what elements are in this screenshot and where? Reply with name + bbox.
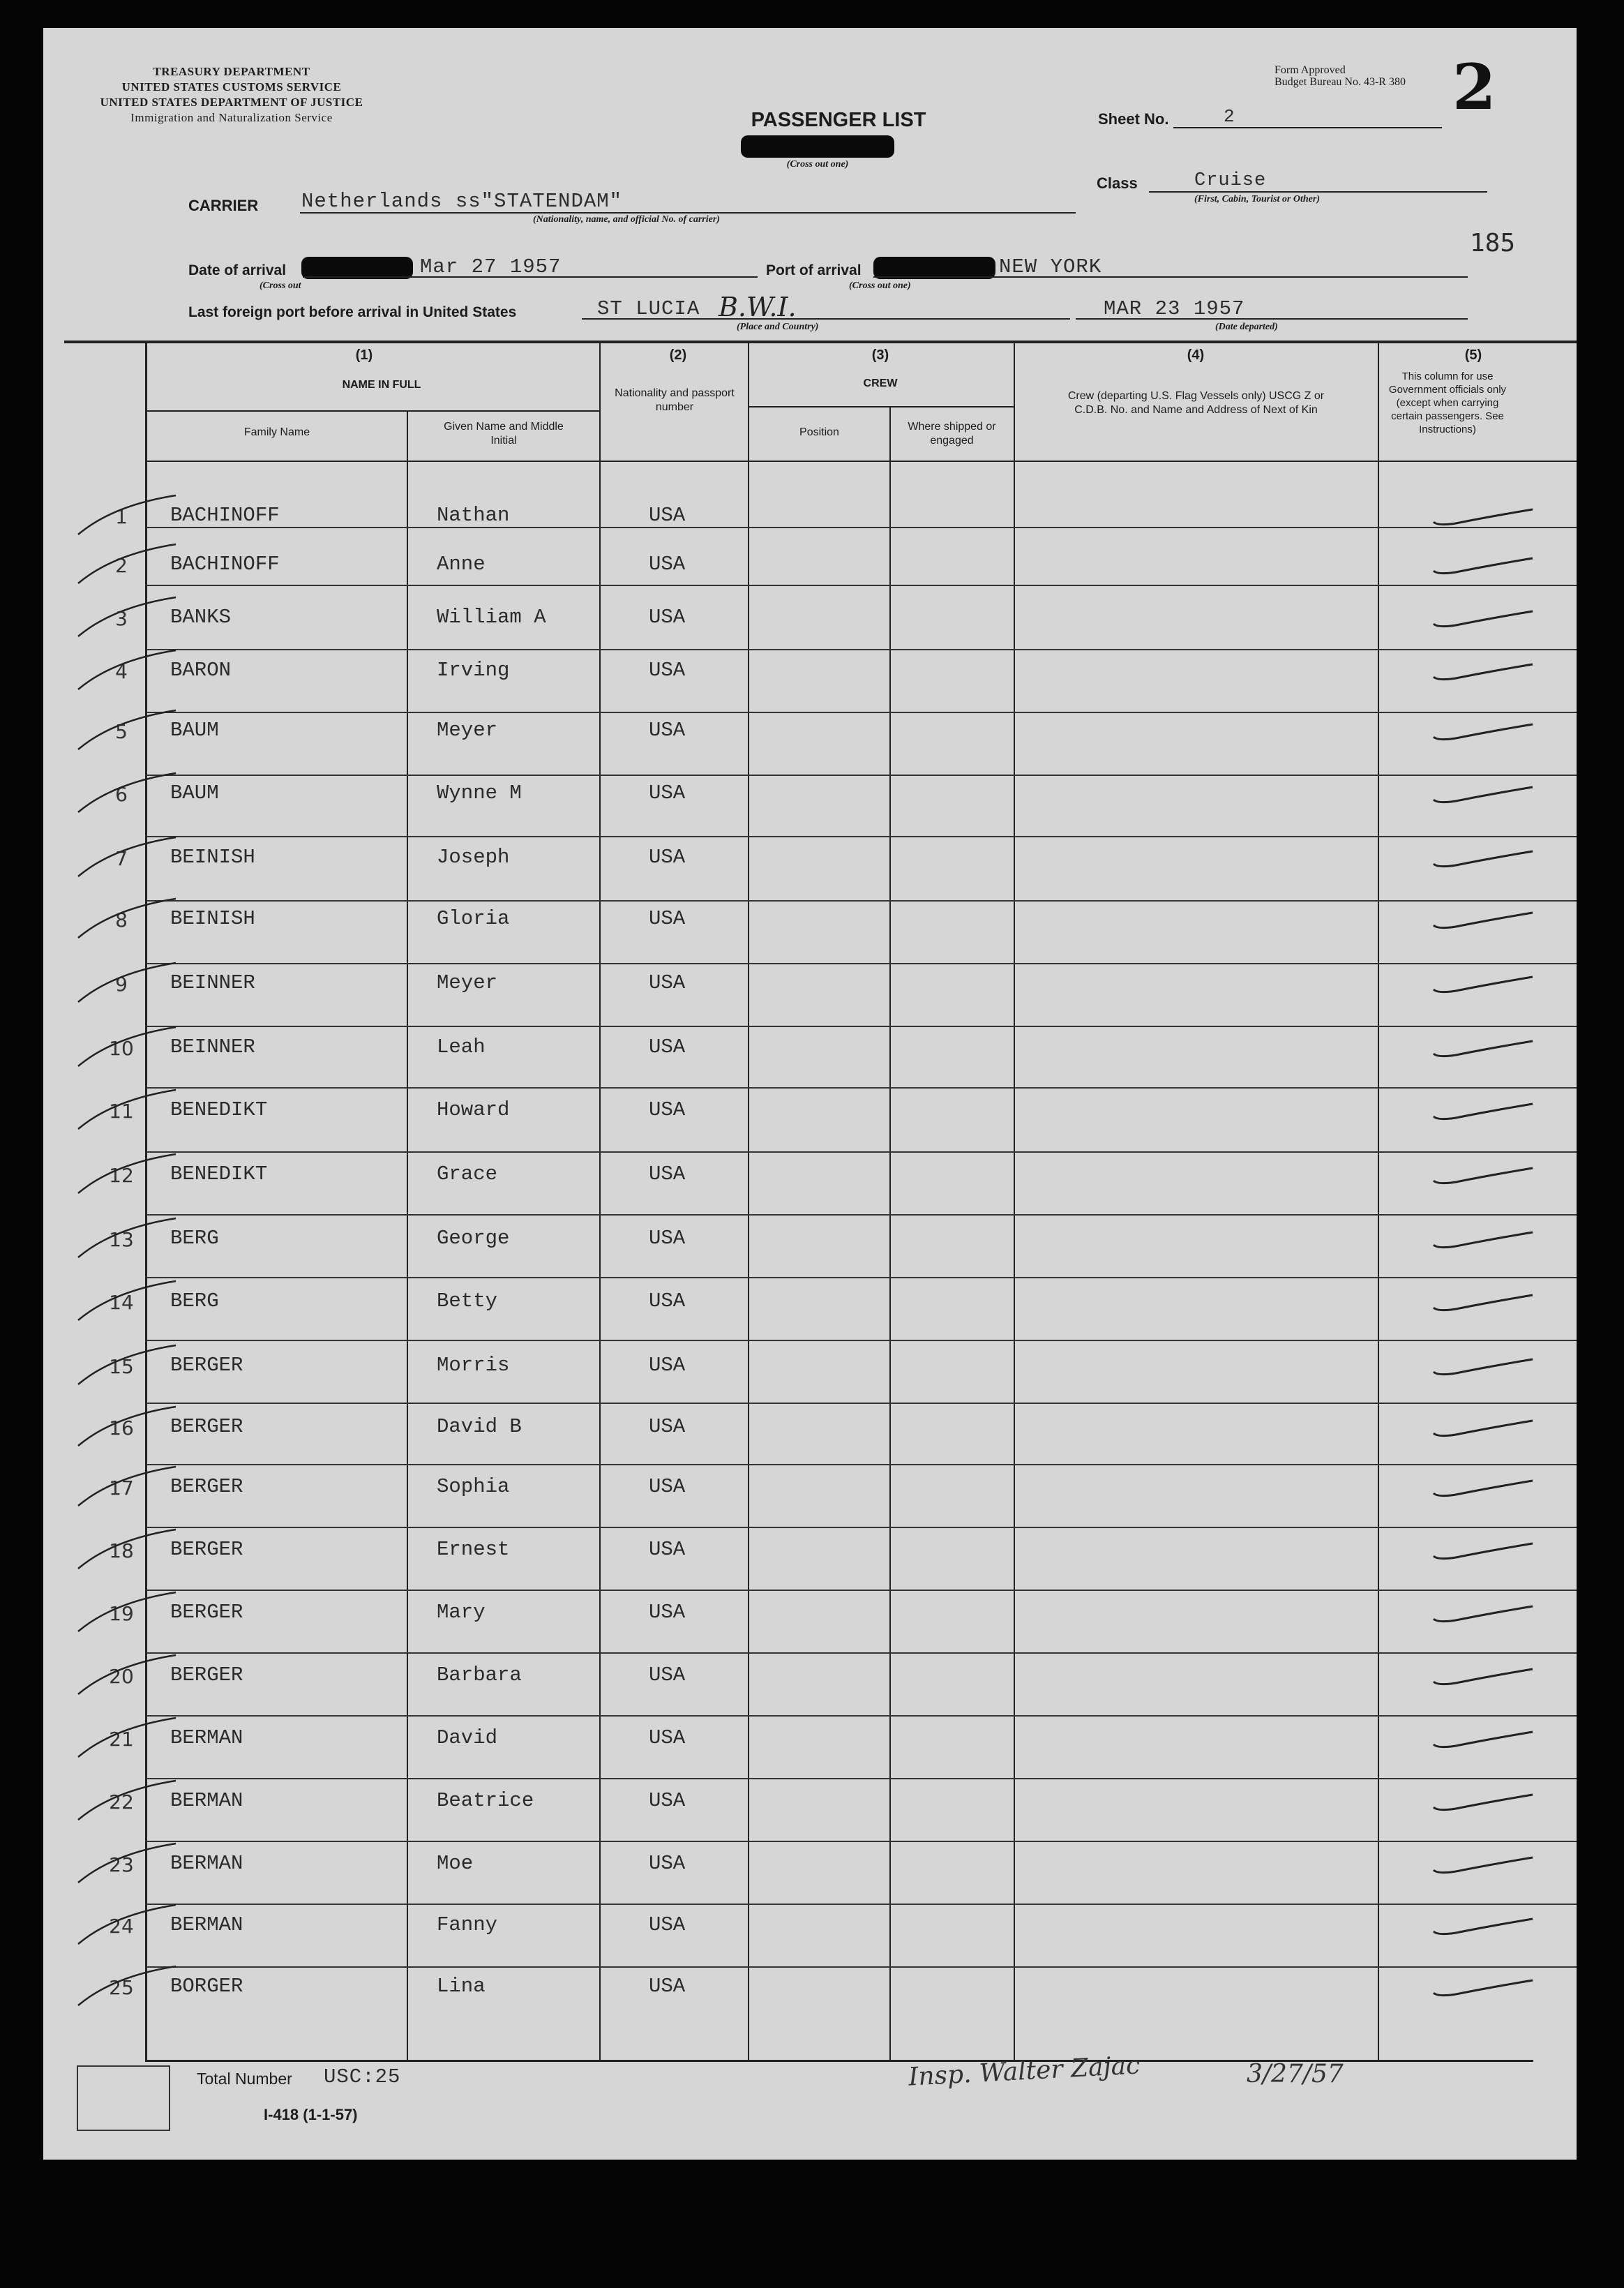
row-number: 23	[109, 1853, 134, 1876]
row-divider	[146, 1277, 1577, 1278]
col2-number: (2)	[669, 347, 687, 363]
given-name: Gloria	[437, 907, 510, 930]
given-name: Beatrice	[437, 1789, 534, 1812]
family-name: BENEDIKT	[170, 1162, 268, 1186]
tally-slash-icon	[71, 1962, 190, 2011]
port-label: Port of arrival	[766, 262, 862, 278]
row-number: 10	[109, 1037, 134, 1060]
page-title: PASSENGER LIST	[751, 109, 926, 131]
family-name-header: Family Name	[243, 426, 310, 438]
agency-line: TREASURY DEPARTMENT	[153, 65, 310, 78]
nationality: USA	[649, 971, 686, 994]
row-divider	[146, 527, 1577, 528]
given-name: Barbara	[437, 1663, 522, 1687]
form-approved-label: Form Approved	[1275, 64, 1346, 76]
class-label: Class	[1097, 174, 1138, 192]
family-name: BERMAN	[170, 1789, 243, 1812]
row-divider	[146, 963, 1577, 964]
nationality: USA	[649, 1789, 686, 1812]
col-divider-4	[889, 407, 891, 2060]
row-divider	[146, 1214, 1577, 1216]
where-shipped-header: Where shipped or engaged	[908, 421, 996, 447]
agency-line: UNITED STATES CUSTOMS SERVICE	[121, 80, 342, 94]
row-number: 19	[109, 1602, 134, 1625]
row-divider	[146, 1464, 1577, 1465]
agency-line: UNITED STATES DEPARTMENT OF JUSTICE	[100, 96, 363, 109]
nationality: USA	[649, 1726, 686, 1749]
row-number: 21	[109, 1728, 134, 1751]
nationality: USA	[649, 1913, 686, 1936]
departed-value: MAR 23 1957	[1104, 297, 1245, 320]
row-number: 9	[115, 973, 128, 996]
col-divider-2	[599, 342, 601, 2060]
check-mark-icon	[1428, 1911, 1547, 1938]
header-bottom-rule	[145, 461, 1577, 462]
tally-slash-icon	[71, 1777, 190, 1825]
check-mark-icon	[1428, 1972, 1547, 2000]
family-name: BEINNER	[170, 971, 255, 994]
check-mark-icon	[1428, 1033, 1547, 1061]
given-name: Wynne M	[437, 782, 522, 805]
family-name: BAUM	[170, 782, 219, 805]
carrier-value: Netherlands ss"STATENDAM"	[301, 190, 623, 213]
check-mark-icon	[1428, 1724, 1547, 1751]
row-number: 1	[115, 505, 128, 528]
arrival-date-caption: (Cross out	[260, 281, 301, 291]
given-name: Betty	[437, 1289, 498, 1313]
row-number: 3	[115, 607, 128, 630]
row-number: 22	[109, 1790, 134, 1814]
nationality: USA	[649, 504, 686, 527]
check-mark-icon	[1428, 904, 1547, 932]
check-mark-icon	[1428, 656, 1547, 684]
family-name: BACHINOFF	[170, 553, 280, 576]
carrier-caption: (Nationality, name, and official No. of carrier)	[533, 214, 720, 225]
nationality: USA	[649, 1538, 686, 1561]
port-underline	[873, 276, 1468, 278]
nationality-header: Nationality and passport number	[615, 387, 735, 413]
check-mark-icon	[1428, 1661, 1547, 1689]
sheet-underline	[1173, 127, 1442, 128]
row-number: 25	[109, 1976, 134, 1999]
nationality: USA	[649, 659, 686, 682]
position-header: Position	[799, 426, 839, 438]
given-name: David B	[437, 1415, 522, 1438]
tally-slash-icon	[71, 959, 190, 1008]
table-top-rule	[64, 341, 1577, 343]
given-name: Grace	[437, 1162, 498, 1186]
tally-slash-icon	[71, 1525, 190, 1574]
given-name: Meyer	[437, 971, 498, 994]
crew-note-header: Crew (departing U.S. Flag Vessels only) USCG Z or C.D.B. No. and Name and Address of Next of Kin	[1067, 390, 1325, 416]
page-number: 185	[1470, 229, 1516, 257]
port-value: NEW YORK	[999, 255, 1102, 278]
row-number: 24	[109, 1915, 134, 1938]
row-divider	[146, 1403, 1577, 1404]
col-divider-5	[1014, 342, 1015, 2060]
stamp-box	[77, 2065, 170, 2131]
given-name: Morris	[437, 1354, 510, 1377]
nationality: USA	[649, 719, 686, 742]
name-header-rule	[145, 410, 599, 412]
row-number: 14	[109, 1291, 134, 1314]
title-caption: (Cross out one)	[786, 159, 849, 170]
nationality: USA	[649, 1475, 686, 1498]
row-number: 13	[109, 1228, 134, 1251]
budget-bureau: Budget Bureau No. 43-R 380	[1275, 76, 1406, 88]
family-name: BANKS	[170, 606, 232, 629]
last-port-label: Last foreign port before arrival in United States	[188, 304, 517, 320]
family-name: BERG	[170, 1227, 219, 1250]
col3-number: (3)	[871, 347, 889, 363]
row-divider	[146, 712, 1577, 713]
tally-slash-icon	[71, 706, 190, 755]
nationality: USA	[649, 606, 686, 629]
nationality: USA	[649, 1162, 686, 1186]
nationality: USA	[649, 782, 686, 805]
arrival-date-underline	[303, 276, 758, 278]
family-name: BENEDIKT	[170, 1098, 268, 1121]
check-mark-icon	[1428, 843, 1547, 871]
row-number: 2	[115, 554, 128, 577]
given-name: Joseph	[437, 846, 510, 869]
agency-line: Immigration and Naturalization Service	[130, 111, 333, 124]
check-mark-icon	[1428, 1096, 1547, 1123]
check-mark-icon	[1428, 1351, 1547, 1379]
row-number: 15	[109, 1355, 134, 1378]
tally-slash-icon	[71, 1901, 190, 1950]
tally-slash-icon	[71, 1214, 190, 1263]
last-port-handwritten: B.W.I.	[719, 292, 797, 322]
check-mark-icon	[1428, 969, 1547, 996]
check-mark-icon	[1428, 603, 1547, 631]
sheet-value: 2	[1224, 106, 1235, 127]
crew-header: CREW	[863, 377, 898, 389]
tally-slash-icon	[71, 1403, 190, 1451]
row-number: 16	[109, 1416, 134, 1440]
given-name: Moe	[437, 1852, 474, 1875]
family-name: BERMAN	[170, 1913, 243, 1936]
class-caption: (First, Cabin, Tourist or Other)	[1194, 194, 1320, 204]
nationality: USA	[649, 1852, 686, 1875]
family-name: BARON	[170, 659, 232, 682]
row-divider	[146, 1087, 1577, 1089]
signature-date: 3/27/57	[1247, 2060, 1344, 2088]
tally-slash-icon	[71, 895, 190, 943]
given-name: Nathan	[437, 504, 510, 527]
nationality: USA	[649, 1663, 686, 1687]
tally-slash-icon	[71, 1150, 190, 1199]
row-number: 5	[115, 720, 128, 743]
tally-slash-icon	[71, 1086, 190, 1135]
col1-number: (1)	[355, 347, 373, 363]
row-divider	[146, 1026, 1577, 1027]
form-number: I-418 (1-1-57)	[264, 2106, 358, 2123]
row-divider	[146, 1151, 1577, 1153]
col-divider-1	[407, 412, 408, 2060]
arrival-date-value: Mar 27 1957	[420, 255, 562, 278]
row-number: 11	[109, 1100, 134, 1123]
tally-slash-icon	[71, 1839, 190, 1888]
check-mark-icon	[1428, 779, 1547, 807]
row-divider	[146, 1904, 1577, 1905]
departed-caption: (Date departed)	[1215, 322, 1278, 332]
nationality: USA	[649, 1354, 686, 1377]
nationality: USA	[649, 553, 686, 576]
departed-underline	[1076, 318, 1468, 320]
nationality: USA	[649, 1601, 686, 1624]
given-name: Lina	[437, 1975, 486, 1998]
check-mark-icon	[1428, 1472, 1547, 1500]
redaction-block	[741, 135, 894, 158]
sheet-handwritten-number: 2	[1452, 50, 1496, 124]
row-divider	[146, 1590, 1577, 1591]
tally-slash-icon	[71, 646, 190, 695]
nationality: USA	[649, 1098, 686, 1121]
agency-header	[71, 64, 392, 126]
class-value: Cruise	[1194, 170, 1267, 191]
tally-slash-icon	[71, 833, 190, 882]
nationality: USA	[649, 1289, 686, 1313]
check-mark-icon	[1428, 1849, 1547, 1877]
row-number: 17	[109, 1476, 134, 1500]
row-number: 7	[115, 847, 128, 870]
row-number: 20	[109, 1665, 134, 1688]
row-number: 12	[109, 1164, 134, 1187]
check-mark-icon	[1428, 501, 1547, 529]
sheet-label: Sheet No.	[1098, 110, 1169, 128]
tally-slash-icon	[71, 1714, 190, 1763]
given-name: Ernest	[437, 1538, 510, 1561]
family-name: BEINISH	[170, 846, 255, 869]
total-label: Total Number	[197, 2070, 292, 2088]
form-approved	[1275, 64, 1406, 88]
tally-slash-icon	[71, 1651, 190, 1700]
given-name: Meyer	[437, 719, 498, 742]
row-divider	[146, 1527, 1577, 1528]
tally-slash-icon	[71, 491, 190, 540]
col-divider-3	[748, 342, 749, 2060]
check-mark-icon	[1428, 1412, 1547, 1440]
family-name: BERG	[170, 1289, 219, 1313]
nationality: USA	[649, 1035, 686, 1059]
tally-slash-icon	[71, 1588, 190, 1637]
row-divider	[146, 649, 1577, 650]
family-name: BERMAN	[170, 1852, 243, 1875]
tally-slash-icon	[71, 769, 190, 818]
total-value: USC:25	[324, 2065, 401, 2088]
given-name: William A	[437, 606, 546, 629]
given-name-header: Given Name and Middle Initial	[444, 421, 564, 447]
passenger-list-sheet	[43, 28, 1577, 2160]
given-name: Sophia	[437, 1475, 510, 1498]
family-name: BERGER	[170, 1538, 243, 1561]
row-divider	[146, 1966, 1577, 1968]
row-divider	[146, 1778, 1577, 1779]
row-divider	[146, 1340, 1577, 1341]
nationality: USA	[649, 1975, 686, 1998]
given-name: Fanny	[437, 1913, 498, 1936]
row-number: 6	[115, 783, 128, 806]
family-name: BAUM	[170, 719, 219, 742]
family-name: BERGER	[170, 1415, 243, 1438]
nationality: USA	[649, 1415, 686, 1438]
carrier-label: CARRIER	[188, 197, 259, 214]
gov-note-header: This column for use Government officials only (except when carrying certain passengers. See Instructions)	[1388, 371, 1507, 435]
arrival-date-label: Date of arrival	[188, 262, 287, 278]
family-name: BERMAN	[170, 1726, 243, 1749]
family-name: BORGER	[170, 1975, 243, 1998]
check-mark-icon	[1428, 1224, 1547, 1252]
carrier-underline	[300, 212, 1076, 214]
tally-slash-icon	[71, 1463, 190, 1511]
col4-number: (4)	[1187, 347, 1205, 363]
row-divider	[146, 1841, 1577, 1842]
check-mark-icon	[1428, 1598, 1547, 1626]
col5-number: (5)	[1464, 347, 1482, 363]
given-name: Irving	[437, 659, 510, 682]
row-number: 18	[109, 1539, 134, 1562]
nationality: USA	[649, 1227, 686, 1250]
row-divider	[146, 1652, 1577, 1654]
col1-title: NAME IN FULL	[342, 379, 421, 391]
given-name: Leah	[437, 1035, 486, 1059]
given-name: David	[437, 1726, 498, 1749]
check-mark-icon	[1428, 1287, 1547, 1315]
col-divider-6	[1378, 342, 1379, 2060]
last-port-caption: (Place and Country)	[737, 322, 819, 332]
tally-slash-icon	[71, 593, 190, 642]
check-mark-icon	[1428, 1786, 1547, 1814]
last-port-underline	[582, 318, 1070, 320]
family-name: BACHINOFF	[170, 504, 280, 527]
family-name: BERGER	[170, 1601, 243, 1624]
given-name: Anne	[437, 553, 486, 576]
tally-slash-icon	[71, 540, 190, 589]
inspector-signature: Insp. Walter Zajac	[908, 2051, 1141, 2092]
family-name: BEINISH	[170, 907, 255, 930]
given-name: Howard	[437, 1098, 510, 1121]
class-underline	[1149, 191, 1487, 193]
check-mark-icon	[1428, 550, 1547, 578]
row-divider	[146, 775, 1577, 776]
check-mark-icon	[1428, 716, 1547, 744]
nationality: USA	[649, 907, 686, 930]
tally-slash-icon	[71, 1023, 190, 1072]
row-divider	[146, 585, 1577, 586]
family-name: BEINNER	[170, 1035, 255, 1059]
tally-slash-icon	[71, 1277, 190, 1326]
check-mark-icon	[1428, 1535, 1547, 1563]
family-name: BERGER	[170, 1475, 243, 1498]
row-divider	[146, 1715, 1577, 1717]
row-divider	[146, 836, 1577, 837]
port-caption: (Cross out one)	[849, 281, 911, 291]
family-name: BERGER	[170, 1354, 243, 1377]
tally-slash-icon	[71, 1341, 190, 1390]
given-name: George	[437, 1227, 510, 1250]
last-port-value: ST LUCIA	[597, 297, 700, 320]
row-number: 8	[115, 909, 128, 932]
given-name: Mary	[437, 1601, 486, 1624]
check-mark-icon	[1428, 1160, 1547, 1188]
family-name: BERGER	[170, 1663, 243, 1687]
row-divider	[146, 900, 1577, 902]
nationality: USA	[649, 846, 686, 869]
crew-header-rule	[748, 406, 1014, 407]
row-number: 4	[115, 660, 128, 683]
